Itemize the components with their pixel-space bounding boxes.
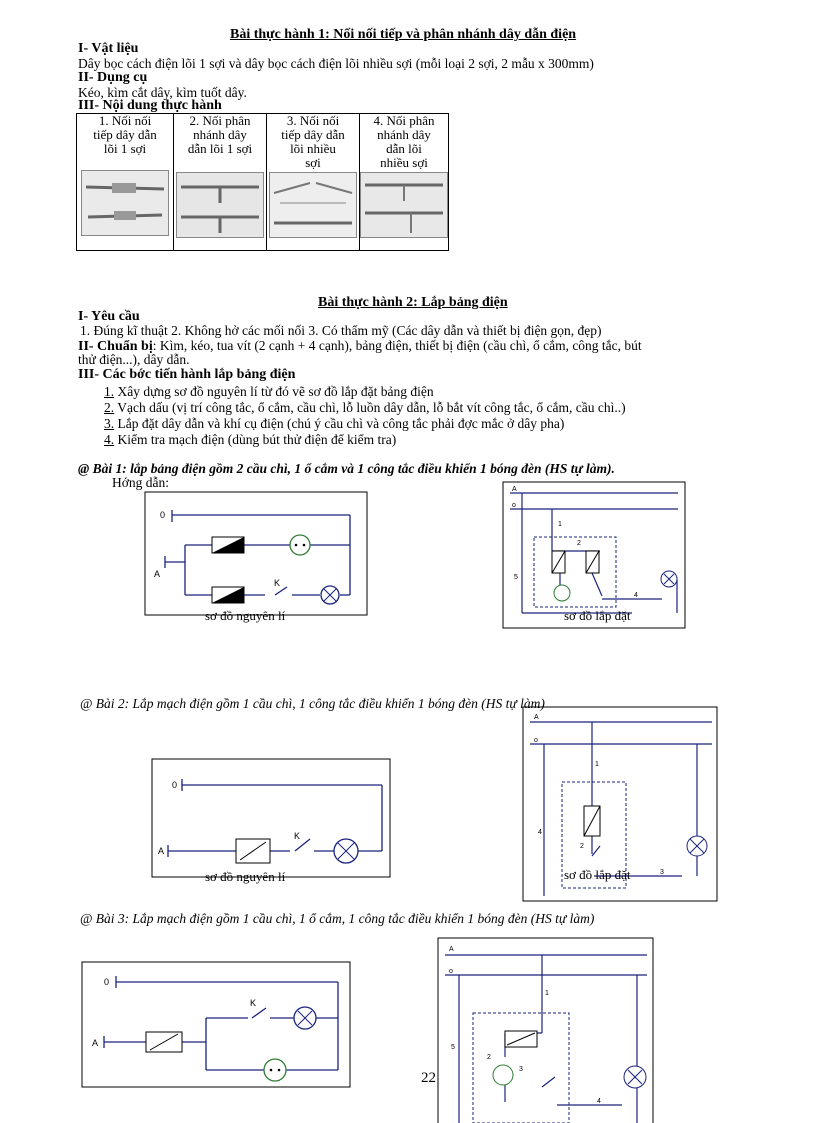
switch-label: K	[294, 831, 301, 841]
wire-number: 1	[558, 521, 562, 528]
phase-label: A	[449, 946, 454, 953]
cell-line: tiếp dây dẫn	[93, 127, 157, 142]
fuse-icon	[146, 1032, 182, 1052]
materials-heading: I- Vật liệu	[78, 41, 139, 56]
materials-text: Dây bọc cách điện lõi 1 sợi và dây bọc cách điện lõi nhiều sợi (mỗi loại 2 sợi, 2 mẫu x 300mm)	[78, 56, 594, 71]
table-cell	[267, 114, 360, 251]
wire-number: 5	[514, 574, 518, 581]
neutral-label: 0	[104, 977, 110, 987]
preparation-text: : Kìm, kéo, tua vít (2 cạnh + 4 cạnh), bảng điện, thiết bị điện (cầu chì, ổ cắm, công tắc, bút	[152, 338, 642, 353]
practice-table	[76, 113, 449, 251]
tools-text: Kéo, kìm cắt dây, kìm tuốt dây.	[78, 85, 247, 100]
wire-number: 1	[595, 761, 599, 768]
tools-heading: II- Dụng cụ	[78, 70, 148, 85]
step-number: 2.	[104, 400, 115, 415]
exercise-1-title: @ Bài 1: lắp bảng điện gồm 2 cầu chì, 1 ổ cắm và 1 công tắc điều khiển 1 bóng đèn (HS tự làm).	[78, 461, 615, 476]
steps-heading: III- Các bớc tiến hành lắp bảng điện	[78, 367, 296, 382]
wire-number: 2	[487, 1054, 491, 1061]
ex1-principle-caption: sơ đồ nguyên lí	[205, 608, 286, 623]
wire-number: 4	[597, 1098, 601, 1105]
fuse-icon	[236, 839, 270, 863]
table-cell	[77, 114, 174, 251]
step-item	[104, 433, 396, 447]
step-number: 1.	[104, 384, 115, 399]
switch-label: K	[250, 998, 257, 1008]
page-number: 22	[421, 1070, 436, 1086]
fuse-icon	[584, 806, 600, 836]
step-number: 4.	[104, 432, 115, 447]
ex1-install-caption: sơ đồ lắp đặt	[564, 608, 631, 623]
socket-icon	[493, 1065, 513, 1085]
phase-label: A	[92, 1038, 99, 1048]
ex2-install-caption: sơ đồ lắp đặt	[564, 867, 631, 882]
joint-photo	[269, 172, 357, 238]
cell-line: nhánh dây	[377, 127, 431, 142]
wire-number: 2	[577, 540, 581, 547]
neutral-label: o	[534, 737, 538, 744]
requirements-heading: I- Yêu cầu	[78, 309, 140, 324]
content-heading: III- Nội dung thực hành	[78, 98, 222, 113]
wire-number: 3	[519, 1066, 523, 1073]
cell-line: dẫn lõi	[386, 141, 422, 156]
wire-number: 5	[451, 1044, 455, 1051]
neutral-label: o	[512, 502, 516, 509]
ex2-principle-caption: sơ đồ nguyên lí	[205, 869, 286, 884]
socket-icon	[264, 1059, 286, 1081]
ex3-install-diagram	[437, 937, 655, 1123]
cell-line: tiếp dây dẫn	[281, 127, 345, 142]
wire-number: 4	[538, 829, 542, 836]
exercise-3-title: @ Bài 3: Lắp mạch điện gồm 1 cầu chì, 1 ổ cắm, 1 công tắc điều khiển 1 bóng đèn (HS tự làm)	[80, 911, 595, 926]
requirements-text: 1. Đúng kĩ thuật 2. Không hở các mối nối 3. Có thẩm mỹ (Các dây dẫn và thiết bị điện gọn, đẹp)	[80, 323, 602, 338]
neutral-label: 0	[160, 510, 166, 520]
step-text: Xây dựng sơ đồ nguyên lí từ đó vẽ sơ đồ lắp đặt bảng điện	[114, 384, 434, 399]
cell-line: sợi	[305, 155, 321, 170]
ex1-install-diagram	[502, 481, 686, 629]
phase-label: A	[158, 846, 165, 856]
step-number: 3.	[104, 416, 115, 431]
step-text: Vạch dấu (vị trí công tắc, ổ cắm, cầu chì, lỗ luồn dây dẫn, lỗ bắt vít công tắc, ổ cắm, cầu chì..)	[114, 400, 626, 415]
phase-label: A	[534, 714, 539, 721]
step-item	[104, 401, 626, 415]
wire-number: 2	[580, 843, 584, 850]
cell-line: dẫn lõi 1 sợi	[187, 141, 253, 156]
cell-line: 4. Nối phân	[373, 113, 435, 128]
neutral-label: 0	[172, 780, 178, 790]
cell-line: nhánh dây	[193, 127, 247, 142]
cell-line: 2. Nối phân	[189, 113, 251, 128]
joint-photo	[360, 172, 448, 238]
fuse-icon	[212, 587, 244, 603]
cell-line: nhiều sợi	[380, 155, 428, 170]
table-cell	[174, 114, 267, 251]
preparation-heading: II- Chuẩn bị	[78, 339, 153, 354]
table-cell	[360, 114, 449, 251]
practice-2-title: Bài thực hành 2: Lắp bảng điện	[318, 295, 508, 310]
fuse-icon	[212, 537, 244, 553]
fuse-icon	[505, 1031, 537, 1047]
step-item	[104, 385, 434, 399]
socket-icon	[554, 585, 570, 601]
step-text: Lắp đặt dây dẫn và khí cụ điện (chú ý cầu chì và công tắc phải đợc mắc ở dây pha)	[114, 416, 565, 431]
wire-number: 3	[660, 869, 664, 876]
wire-number: 1	[545, 990, 549, 997]
switch-label: K	[274, 578, 281, 588]
cell-line: lõi nhiều	[290, 141, 336, 156]
neutral-label: o	[449, 968, 453, 975]
step-item	[104, 417, 564, 431]
preparation-text-2: thử điện...), dây dẫn.	[78, 352, 190, 367]
ex1-principle-diagram	[140, 490, 370, 620]
practice-1-title: Bài thực hành 1: Nối nối tiếp và phân nhánh dây dẫn điện	[230, 27, 577, 42]
ex3-principle-diagram	[80, 960, 352, 1090]
exercise-1-hint: Hớng dẫn:	[112, 475, 170, 490]
socket-icon	[290, 535, 310, 555]
wire-number: 4	[634, 592, 638, 599]
joint-photo	[176, 172, 264, 238]
phase-label: A	[512, 486, 517, 493]
exercise-2-title: @ Bài 2: Lắp mạch điện gồm 1 cầu chì, 1 công tắc điều khiển 1 bóng đèn (HS tự làm)	[80, 696, 545, 711]
cell-line: 1. Nối nối	[98, 113, 152, 128]
step-text: Kiểm tra mạch điện (dùng bút thử điện để kiểm tra)	[114, 432, 397, 447]
joint-photo	[81, 170, 169, 236]
cell-line: 3. Nối nối	[286, 113, 340, 128]
phase-label: A	[154, 569, 161, 579]
ex2-principle-diagram	[150, 757, 392, 881]
cell-line: lõi 1 sợi	[103, 141, 147, 156]
